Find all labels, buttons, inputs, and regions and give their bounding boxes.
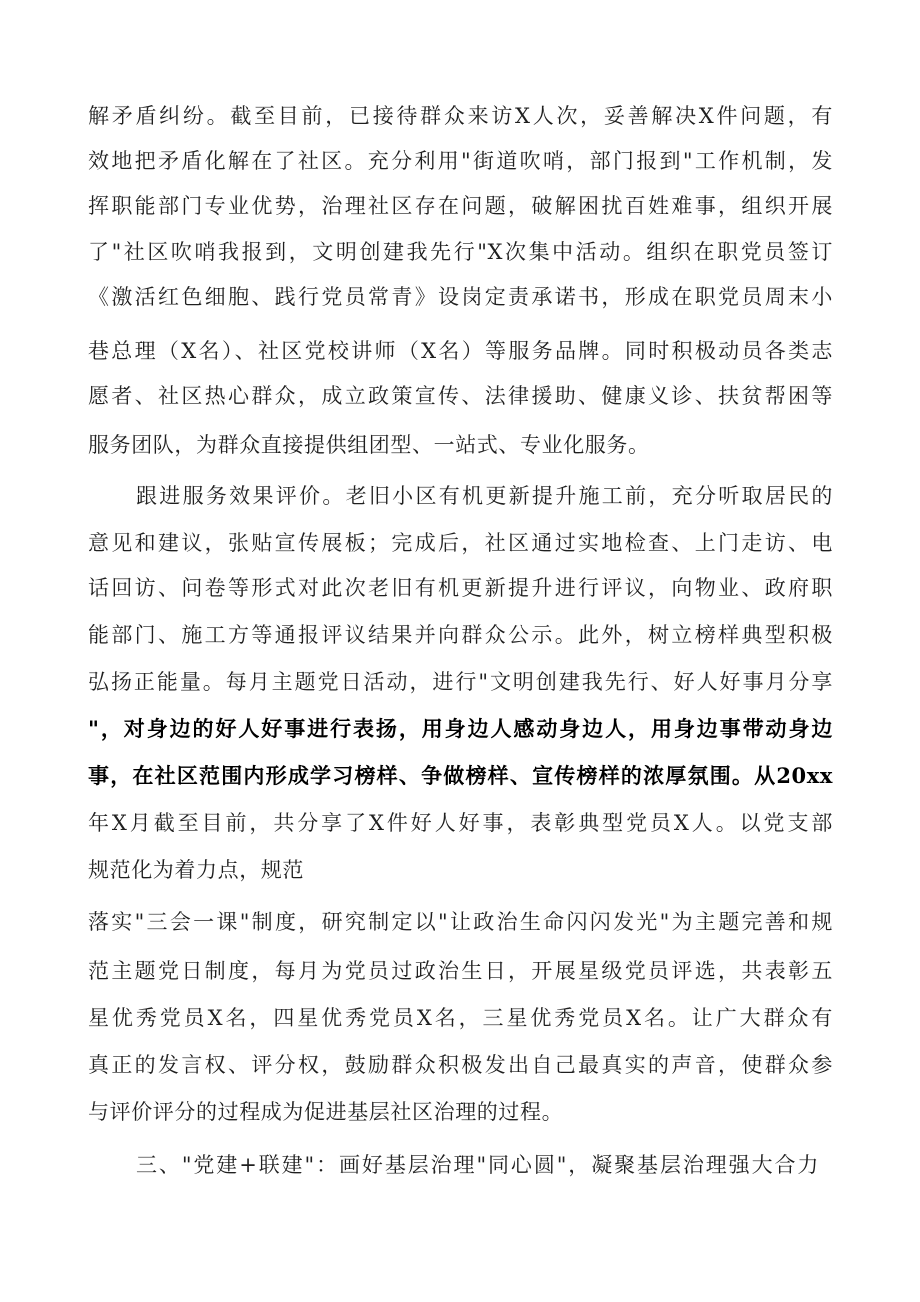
text-line: 话回访、问卷等形式对此次老旧有机更新提升进行评议，向物业、政府职 (88, 576, 833, 600)
text-line: 年X月截至目前，共分享了X件好人好事，表彰典型党员X人。以党支部 (88, 811, 833, 835)
text-line: 了"社区吹哨我报到，文明创建我先行"X次集中活动。组织在职党员签订 (88, 240, 833, 264)
text-line: 能部门、施工方等通报评议结果并向群众公示。此外，树立榜样典型积极 (88, 623, 833, 647)
text-line: 落实"三会一课"制度，研究制定以"让政治生命闪闪发光"为主题完善和规 (88, 910, 833, 934)
text-line: 弘扬正能量。每月主题党日活动，进行"文明创建我先行、好人好事月分享 (88, 670, 833, 694)
text-line: 意见和建议，张贴宣传展板；完成后，社区通过实地检查、上门走访、电 (88, 531, 833, 555)
text-line: 真正的发言权、评分权，鼓励群众积极发出自己最真实的声音，使群众参 (88, 1053, 833, 1077)
text-line: 规范化为着力点，规范 (88, 858, 304, 882)
text-line: 愿者、社区热心群众，成立政策宣传、法律援助、健康义诊、扶贫帮困等 (88, 384, 833, 408)
text-line: 巷总理（X名）、社区党校讲师（X名）等服务品牌。同时积极动员各类志 (88, 339, 833, 363)
text-line: 与评价评分的过程成为促进基层社区治理的过程。 (88, 1100, 564, 1124)
text-line: 效地把矛盾化解在了社区。充分利用"街道吹哨，部门报到"工作机制，发 (88, 149, 833, 173)
text-line: 范主题党日制度，每月为党员过政治生日，开展星级党员评选，共表彰五 (88, 959, 833, 983)
text-line: 事，在社区范围内形成学习榜样、争做榜样、宣传榜样的浓厚氛围。从20xx (88, 763, 833, 788)
text-line: 挥职能部门专业优势，治理社区存在问题，破解困扰百姓难事，组织开展 (88, 194, 833, 218)
text-line: 服务团队，为群众直接提供组团型、一站式、专业化服务。 (88, 433, 650, 457)
text-line: 星优秀党员X名，四星优秀党员X名，三星优秀党员X名。让广大群众有 (88, 1006, 833, 1030)
text-line: "，对身边的好人好事进行表扬，用身边人感动身边人，用身边事带动身边 (88, 716, 833, 741)
paragraph-first-line: 跟进服务效果评价。老旧小区有机更新提升施工前，充分听取居民的 (136, 484, 833, 508)
section-heading: 三、"党建+联建"：画好基层治理"同心圆"，凝聚基层治理强大合力 (136, 1153, 819, 1177)
text-line: 《激活红色细胞、践行党员常青》设岗定责承诺书，形成在职党员周末小 (88, 285, 833, 309)
text-line: 解矛盾纠纷。截至目前，已接待群众来访X人次，妥善解决X件问题，有 (88, 104, 833, 128)
